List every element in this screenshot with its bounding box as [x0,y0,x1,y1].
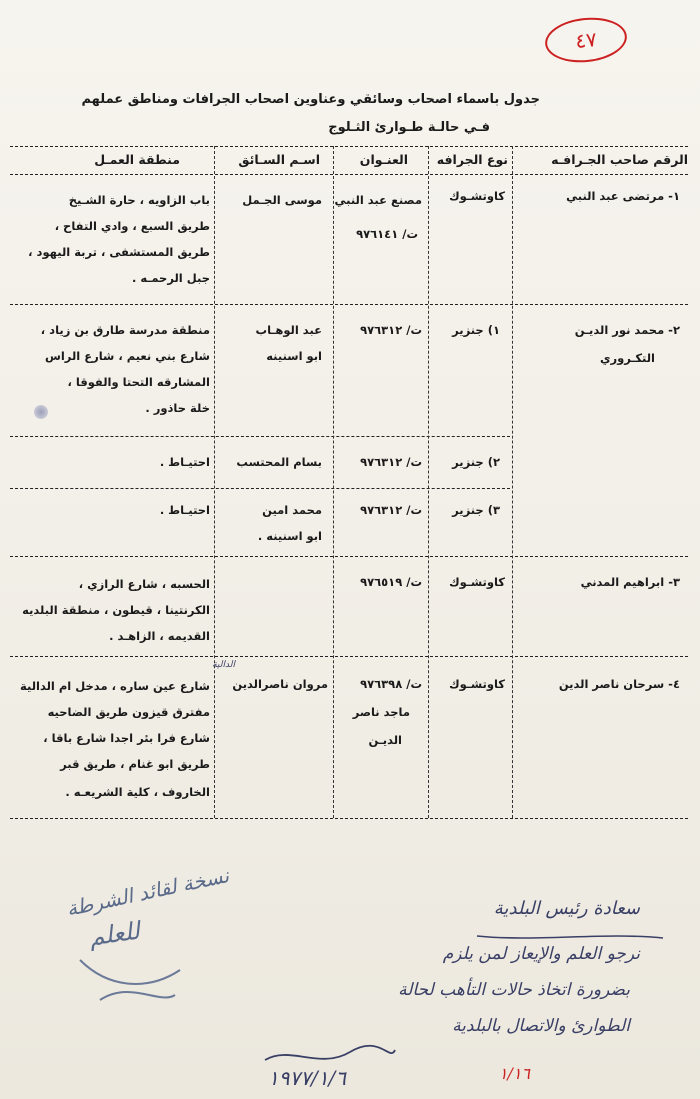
column-separator [333,146,334,818]
driver-name-cont: ابو اسنينه [266,349,322,363]
column-separator [428,146,429,818]
work-area-line: احتيـاط . [159,503,210,517]
bulldozer-type: كاوتشـوك [449,677,505,691]
handwritten-note-right: سعادة رئيس البلدية [493,898,640,919]
work-area-line: احتيـاط . [159,455,210,469]
work-area-line: المشارقه التحتا والفوقا ، [67,375,210,389]
address-line: الديـن [368,733,402,747]
work-area-line: مفترق قيزون طريق الضاحيه [47,705,210,719]
phone-number: ت/ ٩٧٦٣٩٨ [360,677,422,691]
work-area-line: طريق المستشفى ، تربة اليهود ، [28,245,210,259]
driver-name: محمد امين [262,503,322,517]
work-area-line: شارع عين ساره ، مدخل ام الدالية [20,679,210,693]
owner-name: ٤- سرحان ناصر الدين [558,677,680,691]
driver-name: موسى الجـمل [242,193,322,207]
handwritten-note-right: الطوارئ والاتصال بالبلدية [452,1016,630,1036]
header-owner: الرقم صاحب الجـرافـه [551,152,688,167]
page-number-stamp: ٤٧ [543,14,629,66]
header-driver: اسـم السـائق [238,152,320,167]
table-row-rule [10,304,688,305]
phone-number: ت/ ٩٧٦٣١٢ [360,503,422,517]
handwritten-date: ١٩٧٧/١/٦ [268,1066,346,1090]
work-area-line: خلة حاذور . [145,401,210,415]
owner-name-cont: التكـروري [599,351,655,365]
table-bottom-rule [10,818,688,819]
table-row-rule [10,656,688,657]
handwritten-correction: الدالية [212,660,235,670]
phone-number: ت/ ٩٧٦١٤١ [356,227,418,241]
column-separator [214,146,215,818]
work-area-line: جبل الرحمـه . [132,271,210,285]
handwritten-scribble [70,950,190,1010]
table-row-rule [10,556,688,557]
ink-spot [34,405,48,419]
bulldozer-type: كاوتشـوك [449,575,505,589]
work-area-line: الخاروف ، كلية الشريعـه . [65,785,210,799]
bulldozer-type: ٣) جنزير [452,503,500,517]
table-top-rule [10,146,688,147]
header-type: نوع الجرافه [436,152,508,167]
bulldozer-type: ٢) جنزير [452,455,500,469]
work-area-line: منطقة مدرسة طارق بن زياد ، [40,323,210,337]
handwritten-underline [475,930,665,944]
work-area-line: باب الزاويه ، حارة الشـيخ [68,193,210,207]
header-address: العنـوان [359,152,408,167]
table-row-rule [10,436,510,437]
work-area-line: شارع بني نعيم ، شارع الراس [45,349,210,363]
document-title: جدول باسماء اصحاب وسائقي وعناوين اصحاب الجرافات ومناطق عملهم [81,92,540,107]
work-area-line: طريق السبع ، وادي التفاح ، [54,219,210,233]
column-separator [512,146,513,818]
owner-name: ٣- ابراهيم المدني [580,575,680,589]
work-area-line: طريق ابو غنام ، طريق قبر [60,757,210,771]
owner-name: ١- مرتضى عبد النبي [566,189,680,203]
document-subtitle: فـي حالـة طـوارئ الثـلوج [328,120,490,135]
table-row-rule [10,488,510,489]
work-area-line: شارع فرا بئر اجدا شارع باقا ، [43,731,210,745]
work-area-line: القديمه ، الزاهـد . [109,629,210,643]
phone-number: ت/ ٩٧٦٣١٢ [360,323,422,337]
red-signature: ١/١٦ [498,1064,530,1083]
driver-name: عبد الوهـاب [255,323,322,337]
work-area-line: الكرنتينا ، قيطون ، منطقة البلديه [22,603,210,617]
address-line: مصنع عبد النبي [334,193,422,207]
phone-number: ت/ ٩٧٦٥١٩ [360,575,422,589]
table-header-rule [10,174,688,175]
handwritten-note-left: نسخة لقائد الشرطة [64,863,231,921]
handwritten-note-right: بضرورة اتخاذ حالات التأهب لحالة [398,980,630,1000]
handwritten-note-right: نرجو العلم والإيعاز لمن يلزم [442,944,640,964]
address-line: ماجد ناصر [352,705,410,719]
driver-name: مروان ناصرالدين [232,677,328,691]
owner-name: ٢- محمد نور الديـن [574,323,680,337]
work-area-line: الحسبه ، شارع الرازي ، [78,577,210,591]
handwritten-note-left: للعلم [87,916,142,952]
bulldozer-type: ١) جنزير [452,323,500,337]
header-area: منطقة العمـل [94,152,180,167]
driver-name-cont: ابو اسنينه . [257,529,322,543]
driver-name: بسام المحتسب [236,455,322,469]
bulldozer-type: كاوتشـوك [449,189,505,203]
phone-number: ت/ ٩٧٦٣١٢ [360,455,422,469]
